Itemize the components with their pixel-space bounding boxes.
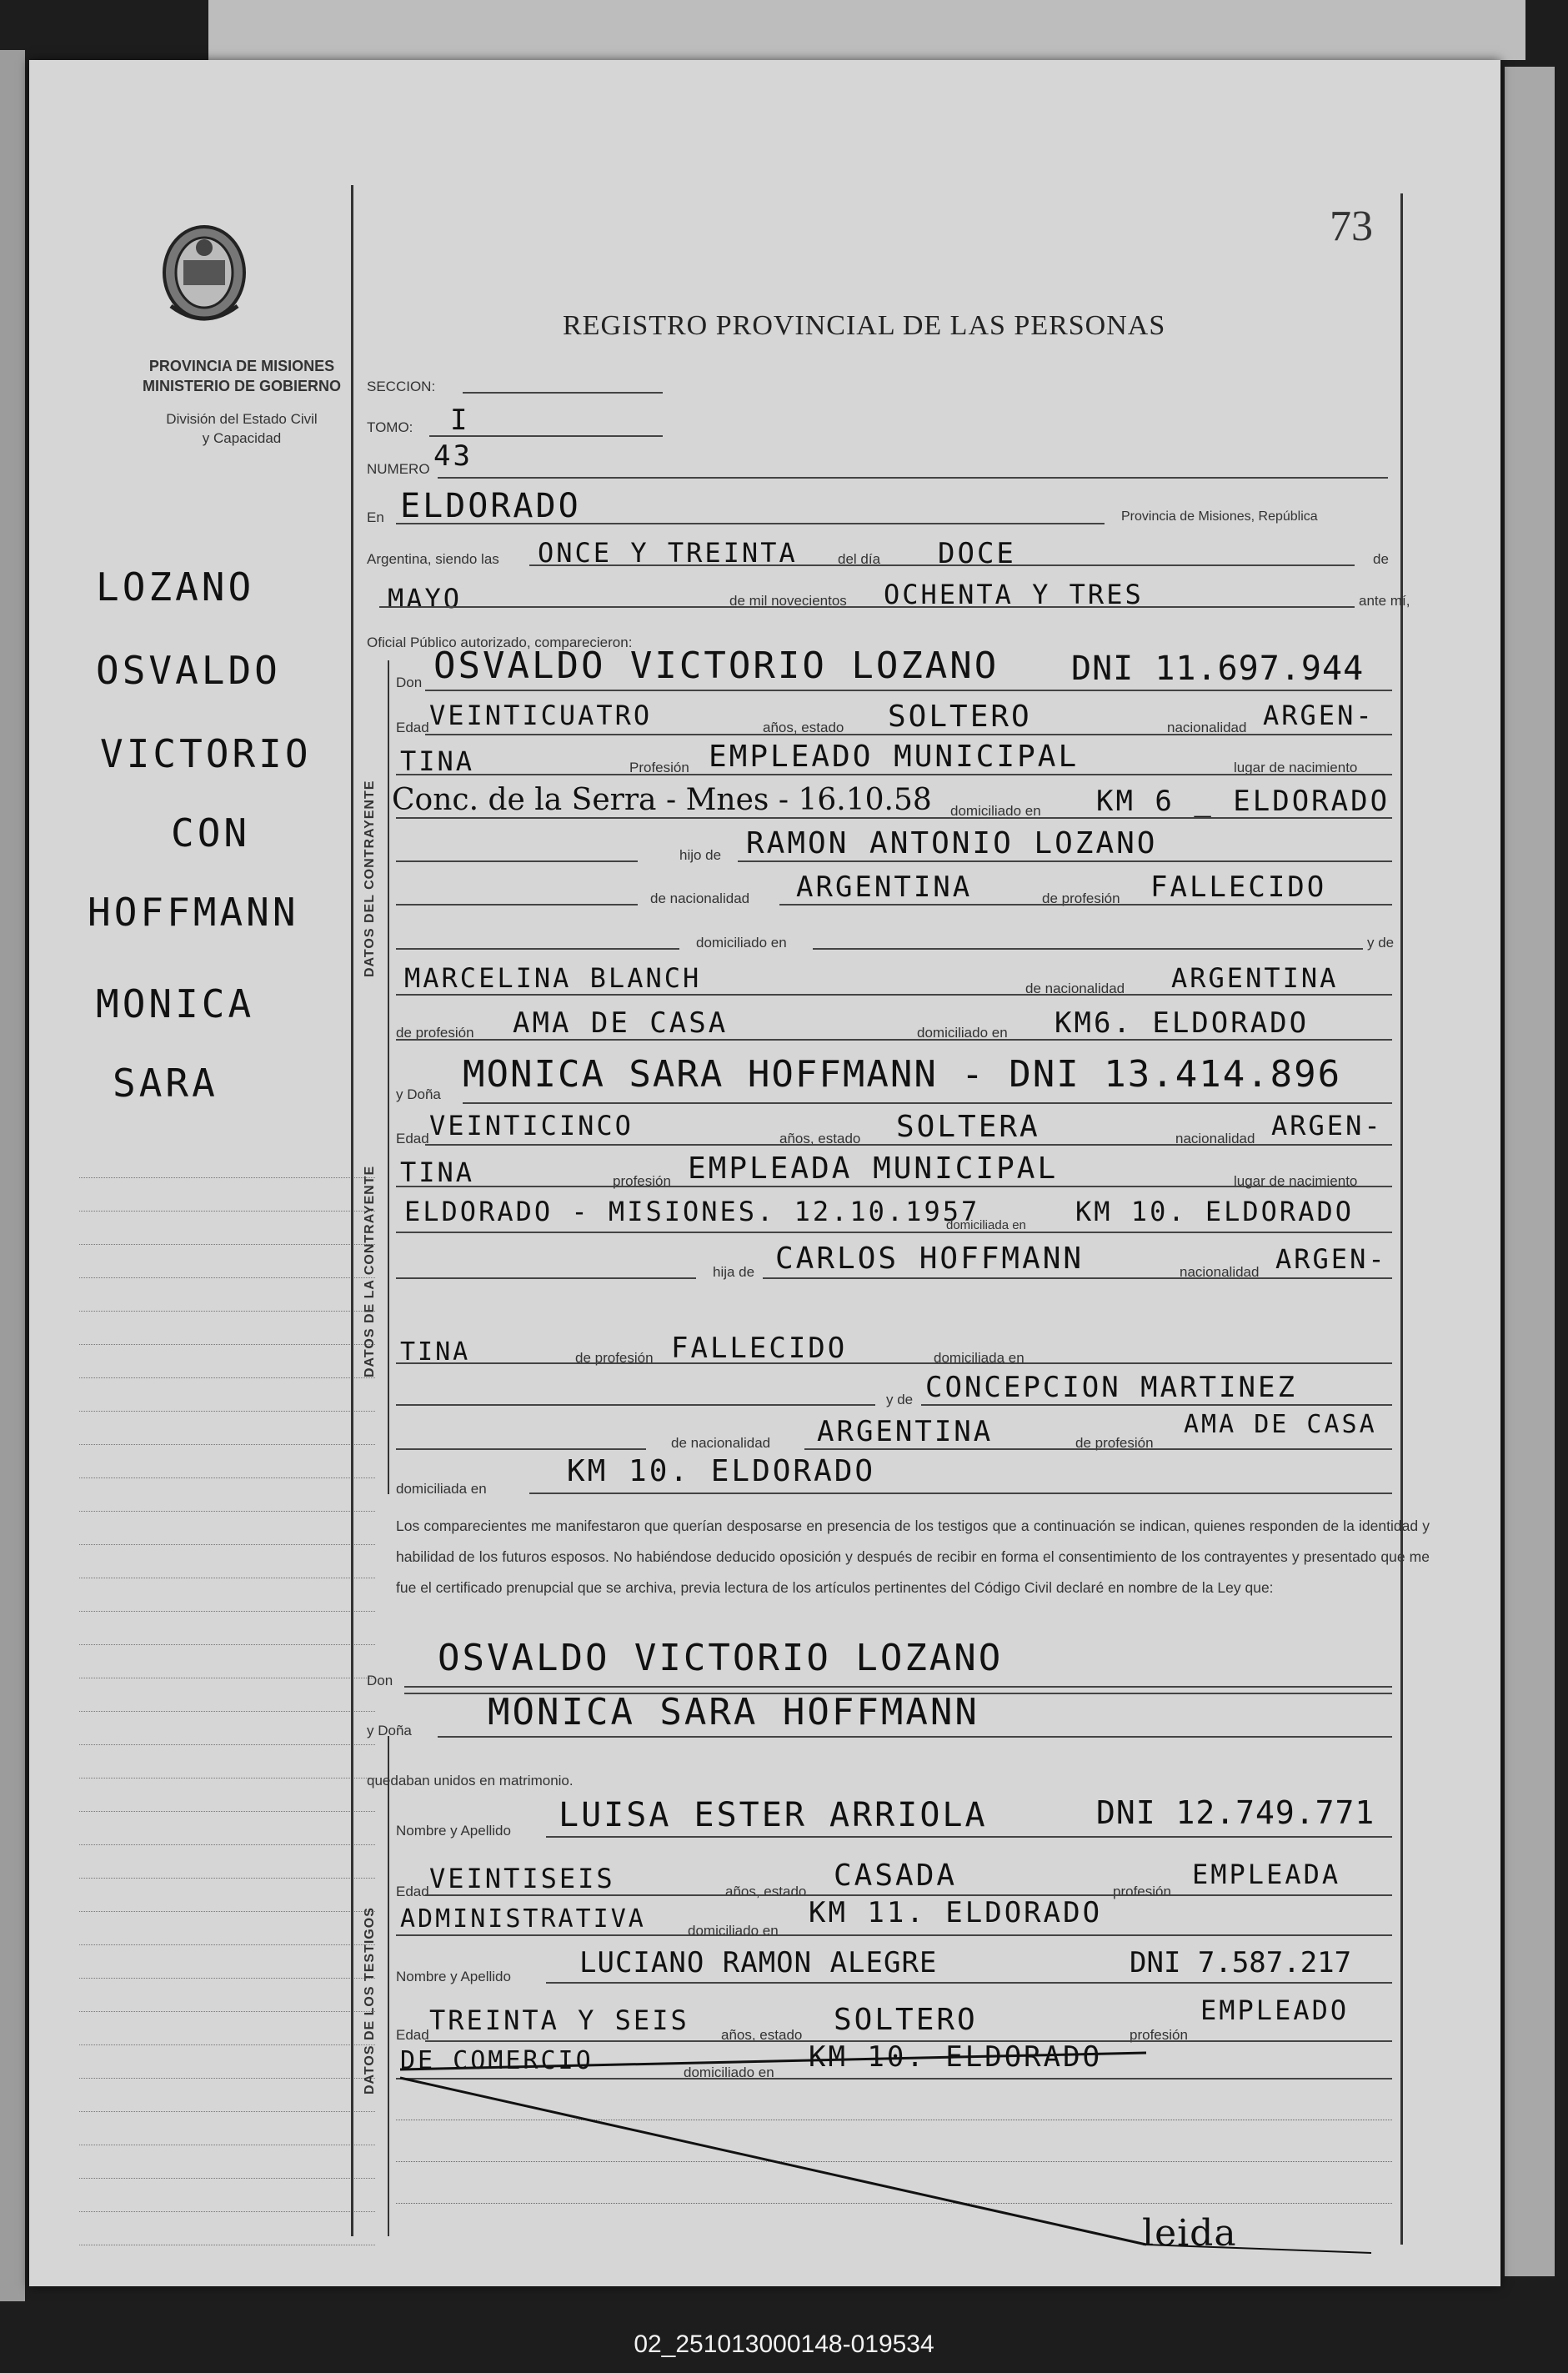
book-edge-top <box>208 0 1525 60</box>
province-name: PROVINCIA DE MISIONES <box>148 358 335 374</box>
unidos-dona-value: MONICA SARA HOFFMANN <box>488 1691 979 1733</box>
t2-edad-value: TREINTA Y SEIS <box>429 2004 689 2036</box>
margin-name-7: SARA <box>113 1061 218 1106</box>
domiciliado-label-2: domiciliado en <box>696 935 787 951</box>
madre-dona-dom-value: KM 10. ELDORADO <box>567 1454 876 1488</box>
profesion-label-3: profesión <box>1113 1884 1171 1899</box>
provincia-label: Provincia de Misiones, República <box>1121 509 1318 524</box>
don-estado-value: SOLTERO <box>888 700 1032 734</box>
division-line-1: División del Estado Civil <box>166 411 318 427</box>
de-label-1: de <box>1373 551 1389 567</box>
side-label-contrayente: DATOS DEL CONTRAYENTE <box>363 780 377 977</box>
madre-dona-prof-value: AMA DE CASA <box>1184 1410 1377 1439</box>
ante-mi-label: ante mí, <box>1359 593 1410 609</box>
domiciliado-label-5: domiciliado en <box>684 2064 774 2080</box>
t1-nombre-value: LUISA ESTER ARRIOLA <box>559 1796 988 1834</box>
hija-de-label: hija de <box>713 1264 755 1280</box>
margin-name-3: VICTORIO <box>100 731 312 776</box>
en-label: En <box>367 509 384 525</box>
de-prof-label-4: de profesión <box>1075 1435 1154 1451</box>
page-title: REGISTRO PROVINCIAL DE LAS PERSONAS <box>563 310 1166 341</box>
numero-label: NUMERO <box>367 461 430 477</box>
don-lugar-nac-value: Conc. de la Serra - Mnes - 16.10.58 <box>392 783 932 817</box>
dona-lugar-nac-value: ELDORADO - MISIONES. 12.10.1957 <box>404 1196 980 1227</box>
y-dona-label-2: y Doña <box>367 1723 412 1738</box>
anio-value: OCHENTA Y TRES <box>884 579 1144 610</box>
padre-nac-value: ARGENTINA <box>796 870 973 904</box>
t2-prof-value: EMPLEADO <box>1200 1994 1350 2026</box>
registry-page <box>29 60 1500 2286</box>
domiciliada-label-1: domiciliada en <box>946 1218 1026 1232</box>
dona-domicilio-value: KM 10. ELDORADO <box>1075 1196 1354 1227</box>
padre-dona-prof-value: FALLECIDO <box>671 1332 848 1365</box>
edad-label-2: Edad <box>396 1131 429 1146</box>
margin-name-1: LOZANO <box>96 564 255 610</box>
tomo-value: I <box>450 404 470 437</box>
side-label-contrayenta: DATOS DE LA CONTRAYENTE <box>363 1165 377 1377</box>
madre-dona-value: CONCEPCION MARTINEZ <box>925 1371 1297 1404</box>
don-label-2: Don <box>367 1673 393 1688</box>
don-dni-value: DNI 11.697.944 <box>1071 650 1365 688</box>
don-edad-value: VEINTICUATRO <box>429 700 653 731</box>
t1-edad-value: VEINTISEIS <box>429 1863 615 1894</box>
dona-edad-value: VEINTICINCO <box>429 1110 634 1141</box>
edad-label-3: Edad <box>396 1884 429 1899</box>
don-nombre-value: OSVALDO VICTORIO LOZANO <box>433 645 999 687</box>
nombre-apellido-label-1: Nombre y Apellido <box>396 1823 511 1839</box>
anos-estado-label-2: años, estado <box>779 1131 861 1146</box>
dona-nac-value-2: TINA <box>400 1156 475 1188</box>
madre-dom-value: KM6. ELDORADO <box>1055 1006 1310 1040</box>
margin-name-4: CON <box>171 810 251 855</box>
division-line-2: y Capacidad <box>202 429 282 446</box>
oficial-label: Oficial Público autorizado, comparecieron: <box>367 635 633 650</box>
domiciliada-label-3: domiciliada en <box>396 1481 487 1497</box>
domiciliado-label-3: domiciliado en <box>917 1025 1008 1041</box>
anos-estado-label-1: años, estado <box>763 720 844 735</box>
profesion-label-1: Profesión <box>629 760 689 775</box>
don-nac-value-1: ARGEN- <box>1263 700 1375 731</box>
t2-prof-value-2: DE COMERCIO <box>400 2046 594 2075</box>
y-dona-label: y Doña <box>396 1086 441 1102</box>
domiciliado-label-4: domiciliado en <box>688 1923 779 1939</box>
dona-profesion-value: EMPLEADA MUNICIPAL <box>688 1151 1059 1186</box>
y-de-label-2: y de <box>886 1392 914 1407</box>
de-mil-label: de mil novecientos <box>729 593 847 609</box>
de-prof-label-3: de profesión <box>575 1350 654 1366</box>
margin-name-5: HOFFMANN <box>88 890 299 935</box>
scan-id: 02_251013000148-019534 <box>634 2330 934 2358</box>
lugar-value: ELDORADO <box>400 487 581 525</box>
madre-value: MARCELINA BLANCH <box>404 962 702 994</box>
dona-estado-value: SOLTERA <box>896 1110 1040 1144</box>
leida-text: leida <box>1142 2212 1237 2255</box>
profesion-label-2: profesión <box>613 1173 671 1189</box>
t1-dni-value: DNI 12.749.771 <box>1096 1794 1375 1831</box>
de-nac-label-1: de nacionalidad <box>650 891 750 906</box>
padre-value: RAMON ANTONIO LOZANO <box>746 826 1158 860</box>
ministry-name: MINISTERIO DE GOBIERNO <box>142 378 342 395</box>
nombre-apellido-label-2: Nombre y Apellido <box>396 1969 511 1984</box>
de-prof-label-1: de profesión <box>1042 891 1120 906</box>
quedaban-label: quedaban unidos en matrimonio. <box>367 1773 574 1789</box>
dona-nac-value-1: ARGEN- <box>1271 1110 1383 1141</box>
dona-nombre-value: MONICA SARA HOFFMANN - DNI 13.414.896 <box>463 1053 1342 1096</box>
hijo-de-label: hijo de <box>679 847 722 863</box>
padre-dona-nac-value-1: ARGEN- <box>1275 1243 1387 1275</box>
de-nac-label-3: de nacionalidad <box>671 1435 771 1451</box>
de-prof-label-2: de profesión <box>396 1025 474 1041</box>
edad-label-4: Edad <box>396 2027 429 2043</box>
del-dia-label: del día <box>838 551 881 567</box>
hora-value: ONCE Y TREINTA <box>538 537 798 569</box>
margin-name-6: MONICA <box>96 981 255 1026</box>
nacionalidad-label-3: nacionalidad <box>1180 1264 1260 1280</box>
dia-value: DOCE <box>938 537 1016 570</box>
madre-prof-value: AMA DE CASA <box>513 1006 729 1040</box>
nacionalidad-label-2: nacionalidad <box>1175 1131 1255 1146</box>
profesion-label-4: profesión <box>1130 2027 1188 2043</box>
don-domicilio-value: KM 6 _ ELDORADO <box>1096 785 1390 818</box>
lugar-nac-label-1: lugar de nacimiento <box>1234 760 1358 775</box>
anos-estado-label-3: años, estado <box>725 1884 807 1899</box>
y-de-label: y de <box>1367 935 1395 951</box>
padre-dona-nac-value-2: TINA <box>400 1337 471 1367</box>
t1-dom-value: KM 11. ELDORADO <box>809 1896 1103 1929</box>
numero-value: 43 <box>433 439 473 473</box>
nacionalidad-label-1: nacionalidad <box>1167 720 1247 735</box>
declaration-paragraph: Los comparecientes me manifestaron que querían desposarse en presencia de los testigos que a continuación se indican, quienes responden de la identidad y habilidad de los futuros esposos. No habiéndose deducido oposición y después de recibir en forma el consentimiento de los contrayentes y presentado que me fue el certificado prenupcial que se archiva, previa lectura de los artículos pertinentes del Código Civil declaré en nombre de la Ley que: <box>396 1518 1430 1596</box>
edad-label-1: Edad <box>396 720 429 735</box>
domiciliado-label-1: domiciliado en <box>950 803 1041 819</box>
seccion-label: SECCION: <box>367 379 436 394</box>
anos-estado-label-4: años, estado <box>721 2027 803 2043</box>
unidos-don-value: OSVALDO VICTORIO LOZANO <box>438 1637 1004 1679</box>
argentina-siendo-label: Argentina, siendo las <box>367 551 499 567</box>
t2-dni-value: DNI 7.587.217 <box>1130 1946 1352 1979</box>
t2-dom-value: KM 10. ELDORADO <box>809 2040 1103 2074</box>
tomo-label: TOMO: <box>367 419 413 435</box>
padre-prof-value: FALLECIDO <box>1150 870 1327 904</box>
de-nac-label-2: de nacionalidad <box>1025 981 1125 996</box>
t2-estado-value: SOLTERO <box>834 2003 978 2037</box>
don-label: Don <box>396 675 423 690</box>
don-profesion-value: EMPLEADO MUNICIPAL <box>709 740 1080 774</box>
don-nac-value-2: TINA <box>400 745 475 777</box>
t1-estado-value: CASADA <box>834 1859 958 1893</box>
side-label-testigos: DATOS DE LOS TESTIGOS <box>363 1907 377 2095</box>
padre-dona-value: CARLOS HOFFMANN <box>775 1242 1085 1276</box>
page-number: 73 <box>1330 203 1373 250</box>
book-edge-right <box>1505 67 1555 2276</box>
lugar-nac-label-2: lugar de nacimiento <box>1234 1173 1358 1189</box>
margin-name-2: OSVALDO <box>96 648 281 693</box>
provincial-seal-icon <box>158 214 250 327</box>
t1-prof-value-2: ADMINISTRATIVA <box>400 1904 646 1934</box>
mes-value: MAYO <box>388 583 463 615</box>
madre-dona-nac-value: ARGENTINA <box>817 1415 994 1448</box>
t2-nombre-value: LUCIANO RAMON ALEGRE <box>579 1946 938 1979</box>
madre-nac-value: ARGENTINA <box>1171 962 1339 994</box>
book-edge-left <box>0 50 25 2301</box>
domiciliada-label-2: domiciliada en <box>934 1350 1024 1366</box>
t1-prof-value: EMPLEADA <box>1192 1859 1341 1890</box>
cancellation-stroke <box>396 2040 1396 2261</box>
